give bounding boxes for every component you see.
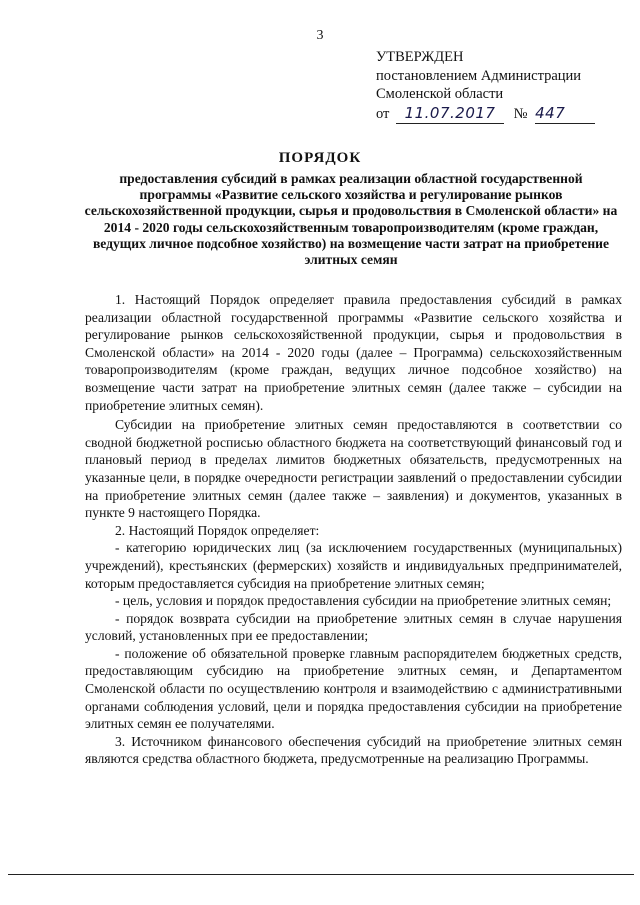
document-title: ПОРЯДОК xyxy=(278,150,362,166)
paragraph-4: 3. Источником финансового обеспечения субсидий на приобретение элитных семян являются средства областного бюджета, предусмотренные на реализацию Программы. xyxy=(85,733,622,767)
date-field xyxy=(396,104,504,125)
bottom-divider xyxy=(8,874,634,875)
approval-line-1: постановлением Администрации xyxy=(376,67,582,84)
approval-date-line xyxy=(376,104,626,124)
handwritten-date: 11.07.2017 xyxy=(404,103,496,122)
list-item-4: - положение об обязательной проверке главным распорядителем бюджетных средств, предоставляющим субсидию на приобретение элитных семян, и Департаментом Смоленской области по осуществлению контроля и взаимодействию с административными органами соблюдения условий, цели и порядка предоставления субсидии на приобретение элитных семян ее получателями. xyxy=(85,645,622,732)
handwritten-number: 447 xyxy=(535,103,566,122)
number-field xyxy=(535,104,595,125)
number-prefix: № xyxy=(513,105,528,122)
page-number: 3 xyxy=(316,28,324,43)
list-item-3: - порядок возврата субсидии на приобретение элитных семян в случае нарушения условий, установленных при ее предоставлении; xyxy=(85,610,622,644)
date-prefix: от xyxy=(376,105,390,122)
document-subtitle: предоставления субсидий в рамках реализации областной государственной программы «Развитие сельского хозяйства и регулирование рынков сельскохозяйственной продукции, сырья и продовольствия в Смоленской области» на 2014 - 2020 годы сельскохозяйственным товаропроизводителям (кроме граждан, ведущих личное подсобное хозяйство) на возмещение части затрат на приобретение элитных семян xyxy=(84,171,618,268)
list-item-2: - цель, условия и порядок предоставления субсидии на приобретение элитных семян; xyxy=(115,593,612,609)
list-item-1: - категорию юридических лиц (за исключением государственных (муниципальных) учреждений), крестьянских (фермерских) хозяйств и индивидуальных предпринимателей, которым предоставляется субсидия на приобретение элитных семян; xyxy=(85,540,622,591)
approval-line-2: Смоленской области xyxy=(376,86,504,102)
paragraph-3: 2. Настоящий Порядок определяет: xyxy=(115,522,320,538)
approval-title: УТВЕРЖДЕН xyxy=(376,49,464,65)
document-body xyxy=(85,291,622,768)
paragraph-1: 1. Настоящий Порядок определяет правила предоставления субсидий в рамках реализации областной государственной программы «Развитие сельского хозяйства и регулирование рынков сельскохозяйственной продукции, сырья и продовольствия в Смоленской области» на 2014 - 2020 годы (далее – Программа) сельскохозяйственным товаропроизводителям (кроме граждан, ведущих личное подсобное хозяйство) на возмещение части затрат на приобретение элитных семян (далее также – субсидии на приобретение элитных семян). xyxy=(85,292,622,413)
approval-stamp xyxy=(376,48,626,124)
paragraph-2: Субсидии на приобретение элитных семян предоставляются в соответствии со сводной бюджетной росписью областного бюджета на соответствующий финансовый год и плановый период в пределах лимитов бюджетных обязательств, предусмотренных на указанные цели, в порядке очередности регистрации заявлений о предоставлении субсидии на приобретение элитных семян (далее также – заявления) и документов, указанных в пункте 9 настоящего Порядка. xyxy=(85,417,622,521)
